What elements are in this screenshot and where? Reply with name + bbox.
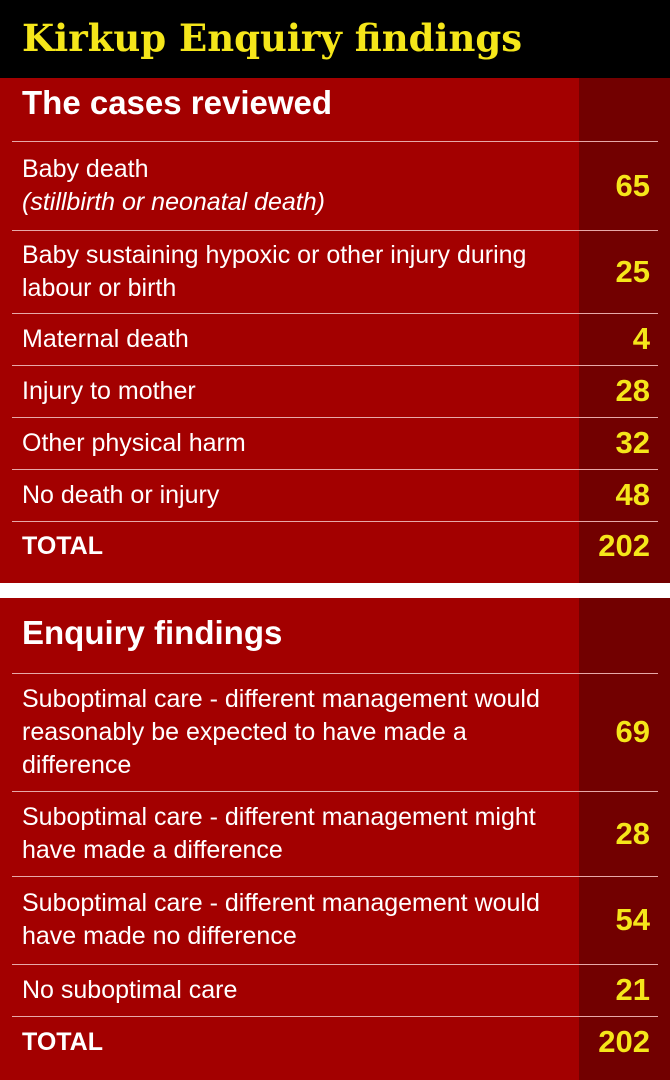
total-row	[0, 1016, 670, 1068]
row-label: Injury to mother	[22, 376, 196, 405]
total-label: TOTAL	[22, 1027, 104, 1056]
row-label: Maternal death	[22, 324, 189, 353]
total-row	[0, 521, 670, 571]
total-value: 202	[598, 1024, 650, 1059]
enquiry-findings-panel	[0, 598, 670, 1080]
total-value: 202	[598, 528, 650, 563]
cases-reviewed-panel	[0, 78, 670, 583]
row-value: 25	[615, 253, 650, 289]
row-label: No suboptimal care	[22, 975, 238, 1004]
table-row	[0, 673, 670, 791]
row-label: Other physical harm	[22, 428, 246, 457]
row-label: Suboptimal care - different management might have made a difference	[22, 802, 536, 864]
table-row	[0, 964, 670, 1016]
row-value: 69	[615, 714, 650, 749]
row-value: 48	[615, 477, 650, 512]
row-value: 54	[615, 902, 650, 937]
row-value: 28	[615, 373, 650, 408]
panel-title: Enquiry findings	[22, 614, 283, 651]
row-sublabel: (stillbirth or neonatal death)	[22, 187, 325, 216]
table-row	[0, 417, 670, 469]
row-value: 21	[615, 972, 650, 1007]
table-row	[0, 469, 670, 521]
row-value: 4	[632, 321, 650, 356]
row-label: Baby sustaining hypoxic or other injury during labour or birth	[22, 240, 527, 302]
row-value: 28	[615, 815, 650, 851]
table-row	[0, 230, 670, 313]
table-row	[0, 141, 670, 230]
title-bar	[0, 0, 670, 78]
row-label: Suboptimal care - different management would have made no difference	[22, 889, 540, 950]
row-value: 65	[615, 167, 650, 203]
row-label: Suboptimal care - different management would reasonably be expected to have made a difference	[22, 684, 540, 779]
row-value: 32	[615, 425, 650, 460]
total-label: TOTAL	[22, 531, 104, 560]
table-row	[0, 365, 670, 417]
row-label: No death or injury	[22, 480, 220, 509]
table-row	[0, 313, 670, 365]
row-label: Baby death (stillbirth or neonatal death)	[22, 154, 325, 216]
table-row	[0, 791, 670, 876]
table-row	[0, 876, 670, 964]
page-title: Kirkup Enquiry findings	[22, 16, 523, 60]
panel-title: The cases reviewed	[22, 84, 333, 121]
